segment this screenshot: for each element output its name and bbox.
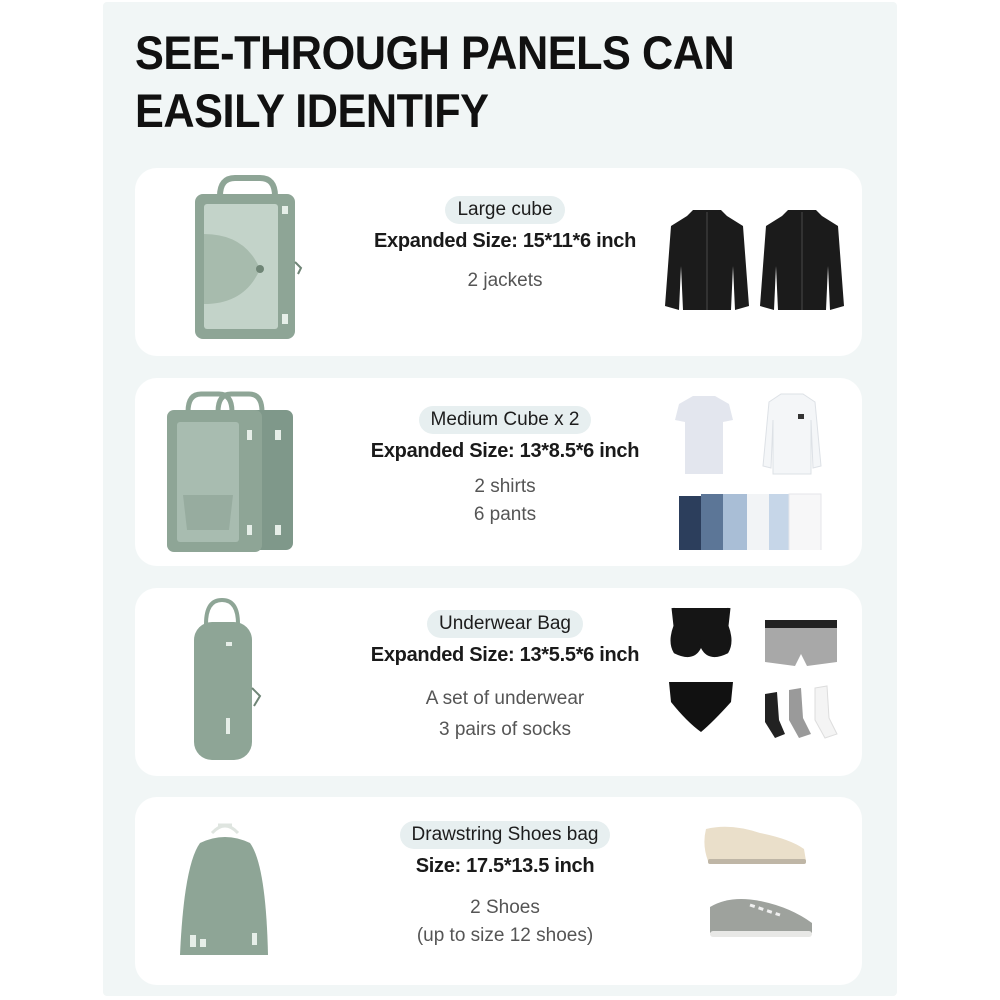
contents-line: A set of underwear: [425, 688, 585, 709]
contents-line: 6 pants: [473, 504, 537, 525]
card-underwear-bag: [135, 588, 862, 776]
contents-line: 3 pairs of socks: [439, 719, 571, 740]
shoes-icon: [700, 819, 820, 954]
product-name-badge: Underwear Bag: [427, 610, 583, 638]
product-size: Expanded Size: 13*8.5*6 inch: [370, 440, 640, 462]
product-name-badge: Medium Cube x 2: [419, 406, 592, 434]
card-text: [325, 168, 685, 356]
shirts-and-pants-icon: [675, 390, 840, 550]
product-name-badge: Drawstring Shoes bag: [400, 821, 611, 849]
product-size: Expanded Size: 13*5.5*6 inch: [370, 644, 640, 666]
product-contents: [325, 894, 685, 950]
card-text: [325, 797, 685, 985]
contents-line: 2 shirts: [474, 476, 536, 497]
headline-line-1: SEE-THROUGH PANELS CAN: [135, 26, 735, 79]
product-name-badge: Large cube: [445, 196, 564, 224]
underwear-and-socks-icon: [665, 602, 850, 752]
product-size: Size: 17.5*13.5 inch: [415, 855, 595, 877]
product-contents: [325, 267, 685, 295]
card-shoes-bag: [135, 797, 862, 985]
card-large-cube: [135, 168, 862, 356]
product-contents: [325, 473, 685, 529]
underwear-bag-icon: [180, 598, 270, 763]
card-medium-cube: [135, 378, 862, 566]
product-contents: [325, 683, 685, 745]
contents-line: 2 jackets: [467, 270, 543, 291]
card-text: [325, 378, 685, 566]
medium-cube-bags-icon: [163, 390, 303, 555]
card-text: [325, 588, 685, 776]
jackets-icon: [665, 206, 850, 316]
product-size: Expanded Size: 15*11*6 inch: [373, 230, 637, 252]
headline: [135, 24, 797, 140]
headline-line-2: EASILY IDENTIFY: [135, 84, 489, 137]
contents-line: 2 Shoes: [470, 897, 540, 918]
drawstring-shoes-bag-icon: [170, 815, 280, 965]
contents-line: (up to size 12 shoes): [416, 925, 594, 946]
large-cube-bag-icon: [190, 174, 305, 344]
